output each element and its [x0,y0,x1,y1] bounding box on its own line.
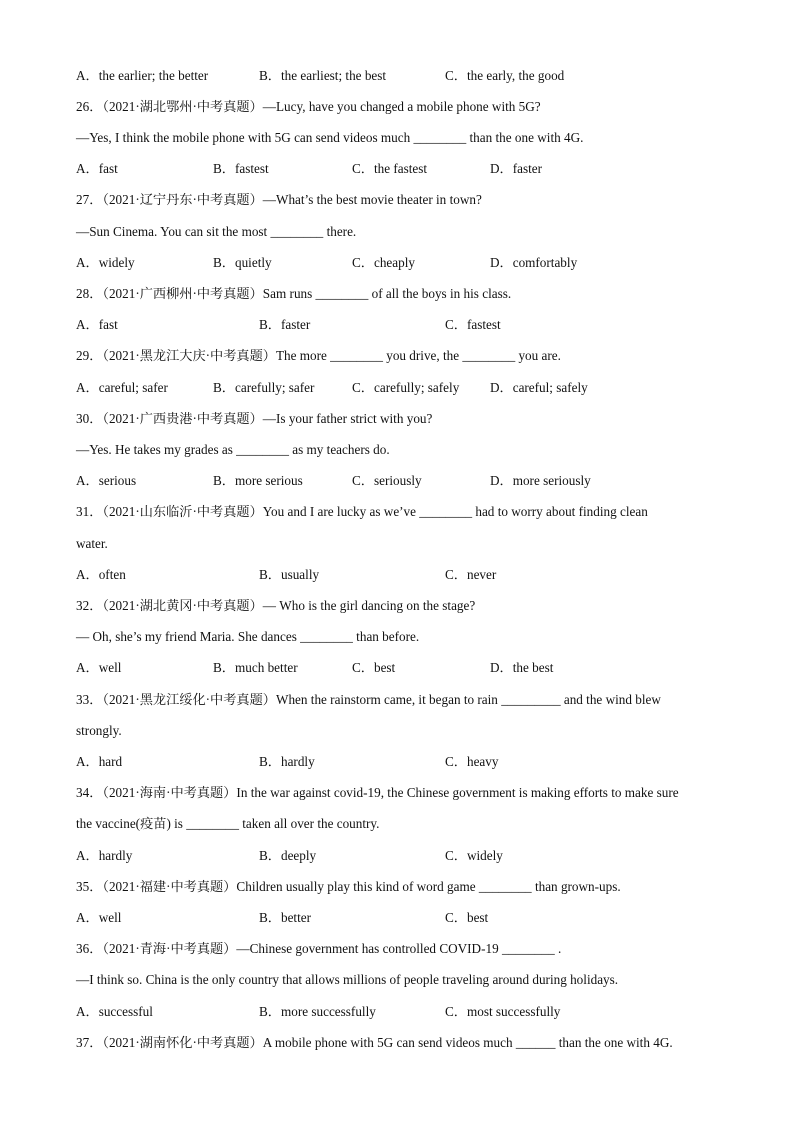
options-row [76,315,734,335]
options-row [76,253,734,273]
option-b: B．much better [213,660,298,675]
option-a: A．hardly [76,848,133,863]
option-b: B．more serious [213,473,303,488]
option-d: D．the best [490,660,554,675]
option-b: B．quietly [213,255,272,270]
option-b: B．carefully; safer [213,380,315,395]
option-c: C．fastest [445,317,501,332]
option-c: C．carefully; safely [352,380,460,395]
option-a: A．fast [76,161,118,176]
option-a: A．often [76,567,126,582]
option-b: B．hardly [259,754,315,769]
question-27: 27．（2021·辽宁丹东·中考真题）—What’s the best movie theater in town? [76,192,482,207]
option-a: A．the earlier; the better [76,68,209,83]
option-c: C．cheaply [352,255,415,270]
option-b: B．better [259,910,312,925]
option-c: C．best [445,910,489,925]
options-row [76,159,734,179]
option-c: C．heavy [445,754,499,769]
question-32-line2: — Oh, she’s my friend Maria. She dances ________ than before. [76,629,420,644]
option-a: A．careful; safer [76,380,168,395]
option-b: B．more successfully [259,1004,376,1019]
question-27-line2: —Sun Cinema. You can sit the most ________ there. [76,224,357,239]
question-36-line2: —I think so. China is the only country that allows millions of people traveling around during holidays. [76,972,619,987]
option-b: B．the earliest; the best [259,68,387,83]
option-a: A．hard [76,754,123,769]
option-a: A．widely [76,255,135,270]
option-b: B．deeply [259,848,317,863]
option-c: C．the fastest [352,161,428,176]
option-c: C．seriously [352,473,422,488]
option-d: D．careful; safely [490,380,588,395]
option-c: C．the early, the good [445,68,565,83]
options-row [76,658,734,678]
options-row [76,846,734,866]
question-31: 31．（2021·山东临沂·中考真题）You and I are lucky as we’ve ________ had to worry about finding clean [76,504,648,519]
option-a: A．successful [76,1004,153,1019]
question-30-line2: —Yes. He takes my grades as ________ as my teachers do. [76,442,390,457]
options-row [76,1002,734,1022]
question-33: 33．（2021·黑龙江绥化·中考真题）When the rainstorm came, it began to rain _________ and the wind blew [76,692,661,707]
question-36: 36．（2021·青海·中考真题）—Chinese government has controlled COVID-19 ________ . [76,941,562,956]
question-26: 26．（2021·湖北鄂州·中考真题）—Lucy, have you changed a mobile phone with 5G? [76,99,541,114]
options-row [76,66,734,86]
options-row [76,565,734,585]
question-34-line2: the vaccine(疫苗) is ________ taken all over the country. [76,816,380,831]
question-33-line2: strongly. [76,723,122,738]
option-c: C．best [352,660,396,675]
option-a: A．well [76,660,122,675]
question-34: 34．（2021·海南·中考真题）In the war against covid-19, the Chinese government is making efforts to make sure [76,785,679,800]
option-c: C．widely [445,848,503,863]
option-d: D．faster [490,161,542,176]
options-row [76,471,734,491]
options-row [76,752,734,772]
question-32: 32．（2021·湖北黄冈·中考真题）— Who is the girl dancing on the stage? [76,598,476,613]
question-26-line2: —Yes, I think the mobile phone with 5G can send videos much ________ than the one with 4G. [76,130,584,145]
options-row [76,908,734,928]
option-a: A．well [76,910,122,925]
question-31-line2: water. [76,536,108,551]
option-d: D．comfortably [490,255,578,270]
option-a: A．fast [76,317,118,332]
option-b: B．faster [259,317,311,332]
option-d: D．more seriously [490,473,591,488]
option-c: C．most successfully [445,1004,561,1019]
question-37: 37．（2021·湖南怀化·中考真题）A mobile phone with 5G can send videos much ______ than the one with 4G. [76,1035,673,1050]
option-b: B．usually [259,567,320,582]
question-28: 28．（2021·广西柳州·中考真题）Sam runs ________ of all the boys in his class. [76,286,512,301]
options-row [76,378,734,398]
question-29: 29．（2021·黑龙江大庆·中考真题）The more ________ you drive, the ________ you are. [76,348,561,363]
option-c: C．never [445,567,497,582]
option-a: A．serious [76,473,137,488]
option-b: B．fastest [213,161,269,176]
question-30: 30．（2021·广西贵港·中考真题）—Is your father strict with you? [76,411,433,426]
question-35: 35．（2021·福建·中考真题）Children usually play this kind of word game ________ than grown-ups. [76,879,621,894]
